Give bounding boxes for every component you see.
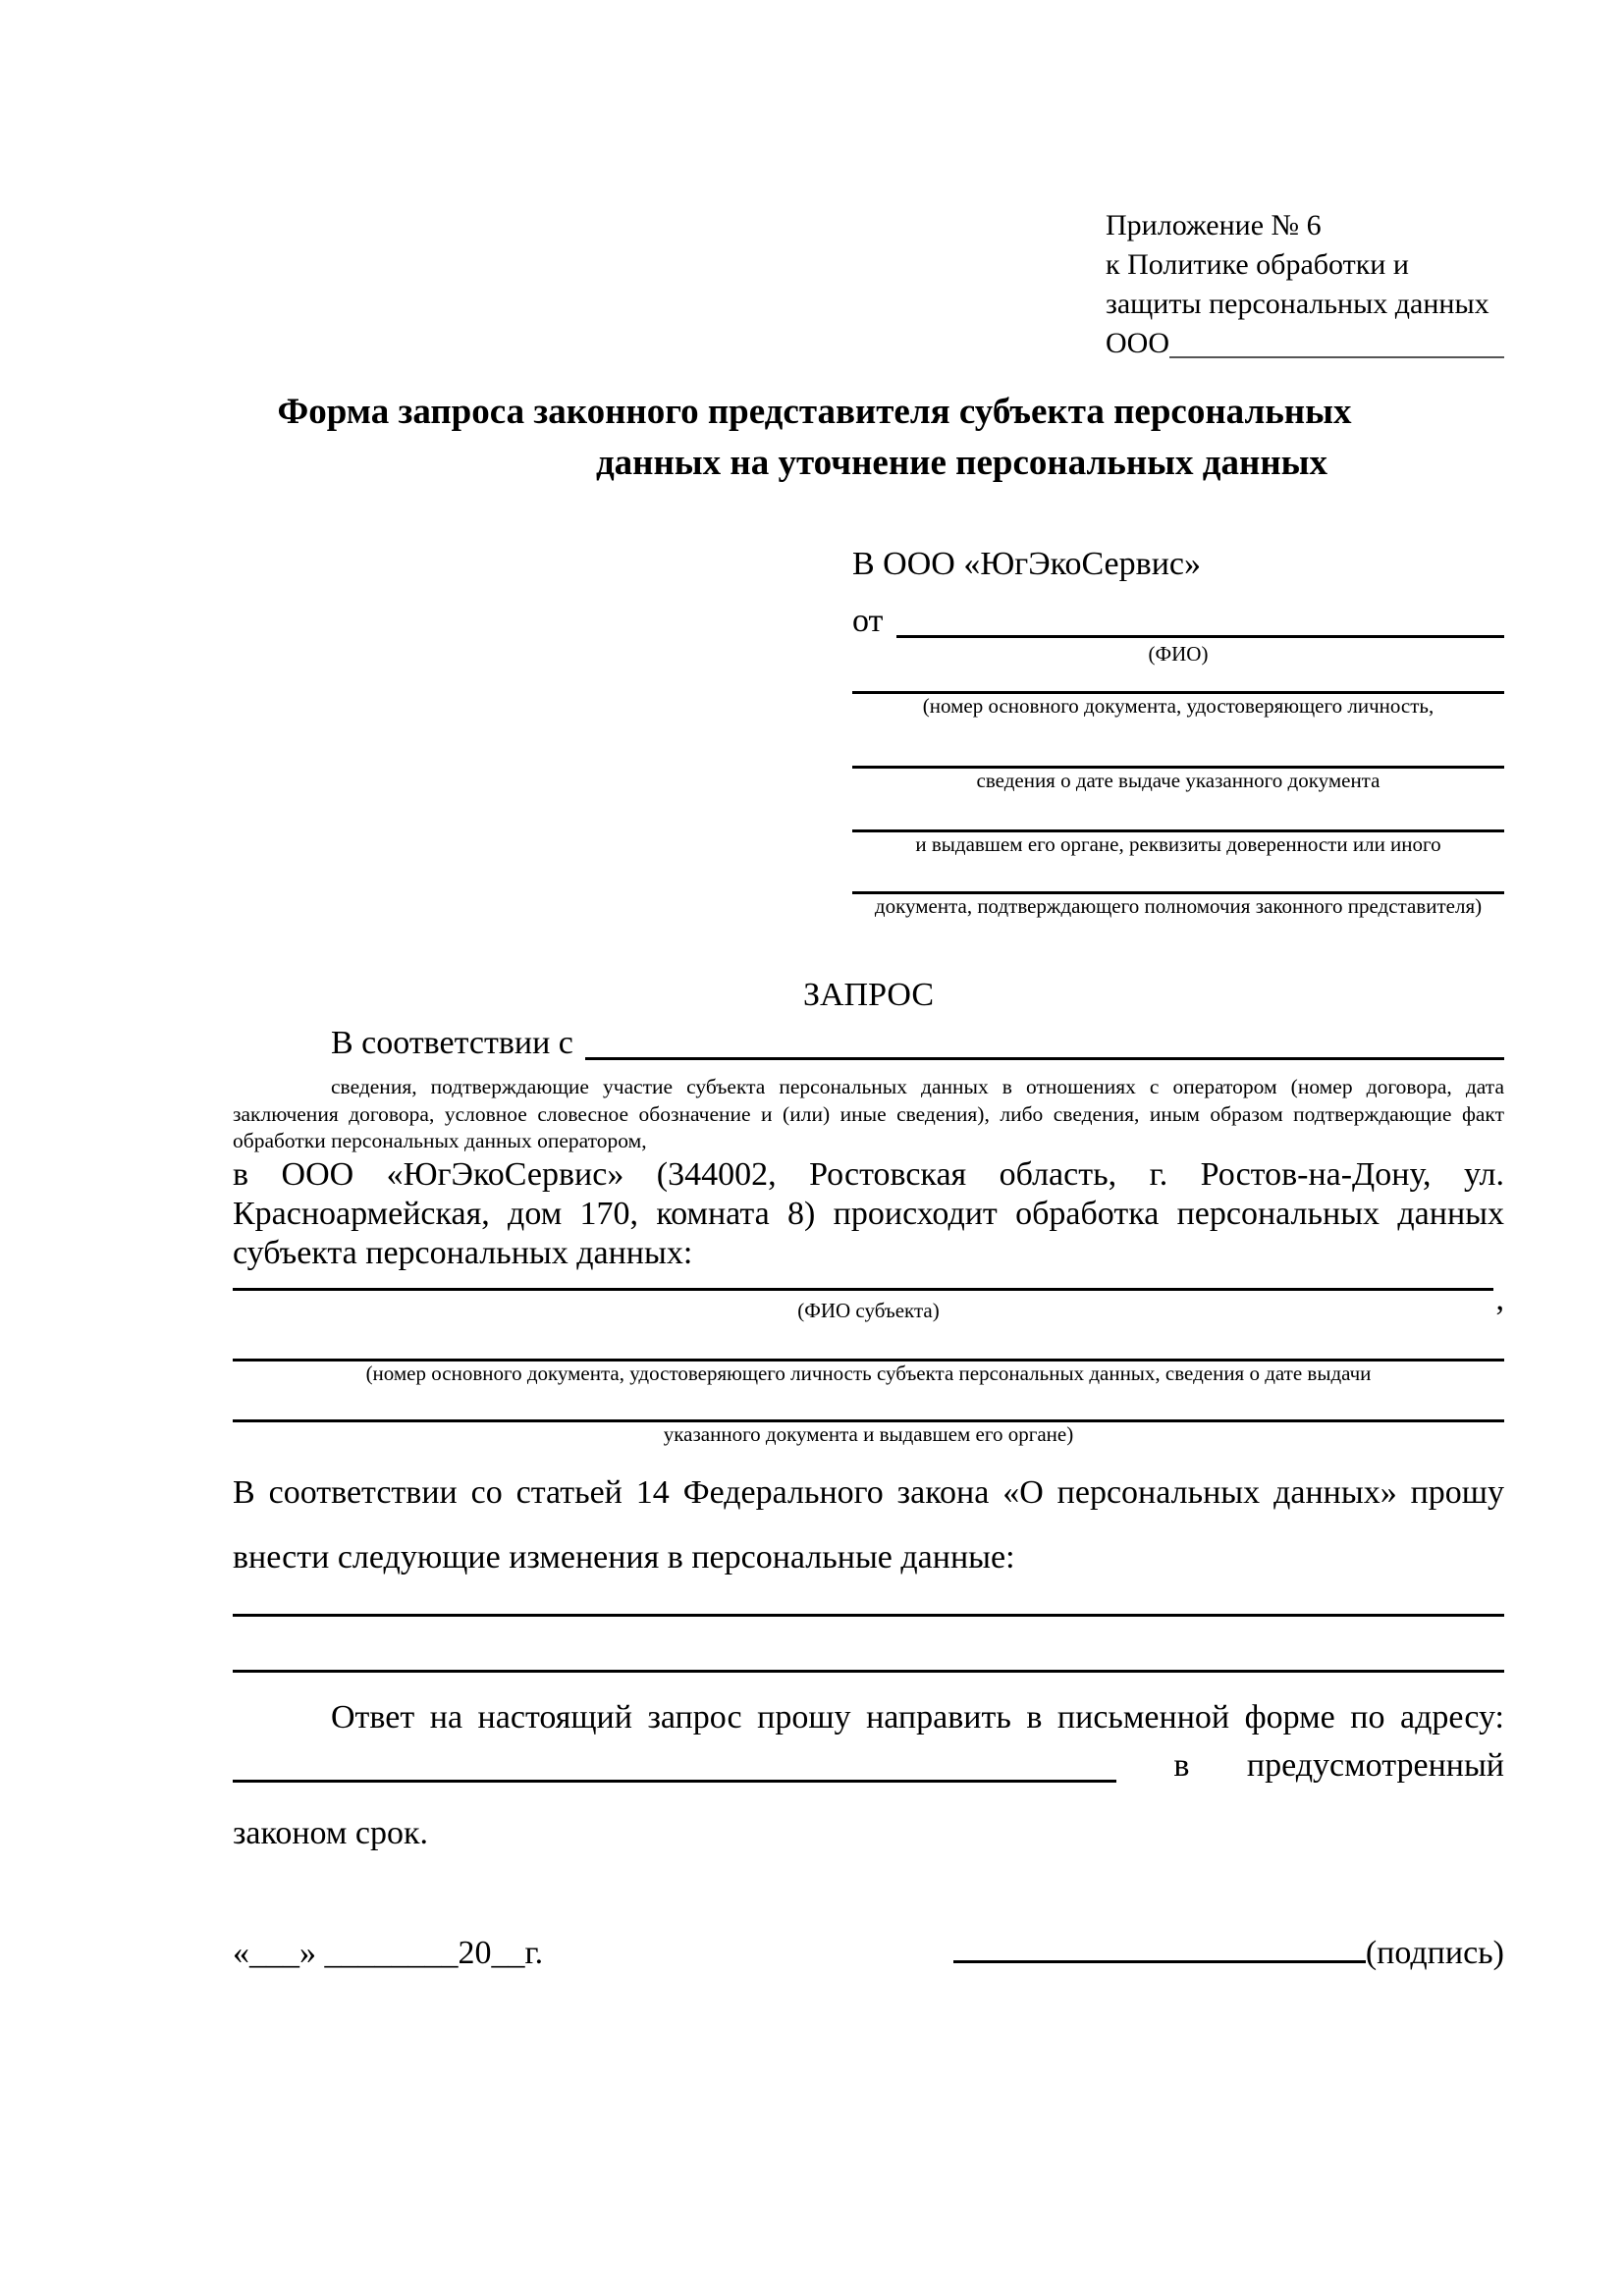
appendix-line-3: защиты персональных данных bbox=[1106, 288, 1489, 320]
intro-note-line-2: заключения договора, условное словесное обозначение и (или) иные сведения), либо сведения, иным образом подтверждающие факт bbox=[233, 1101, 1504, 1126]
reply-address-row bbox=[233, 1737, 1504, 1783]
form-title-line-1: Форма запроса законного представителя субъекта персональных bbox=[277, 392, 1352, 432]
doc-authority-blank-line bbox=[852, 793, 1504, 832]
signature-caption: (подпись) bbox=[1365, 1934, 1504, 1971]
intro-blank-line bbox=[585, 1057, 1504, 1060]
appendix-line-2: к Политике обработки и bbox=[1106, 248, 1409, 281]
subject-doc-caption-1: (номер основного документа, удостоверяющего личность субъекта персональных данных, сведения о дате выдачи bbox=[365, 1361, 1372, 1385]
org-prefix: ООО bbox=[1106, 327, 1169, 359]
request-heading: ЗАПРОС bbox=[802, 977, 935, 1013]
reply-paragraph: Ответ на настоящий запрос прошу направить в письменной форме по адресу: bbox=[331, 1698, 1504, 1735]
from-label: от bbox=[852, 603, 884, 639]
appendix-block bbox=[1106, 206, 1504, 363]
doc-date-blank-line bbox=[852, 719, 1504, 769]
subject-fio-caption: (ФИО субъекта) bbox=[797, 1298, 940, 1322]
form-title bbox=[233, 387, 1504, 489]
changes-blank-line-1 bbox=[233, 1590, 1504, 1617]
from-row bbox=[852, 603, 1504, 639]
intro-row bbox=[233, 1025, 1504, 1061]
footer-row bbox=[233, 1928, 1504, 1971]
doc-date-caption: сведения о дате выдаче указанного документа bbox=[976, 769, 1380, 792]
signature-block bbox=[953, 1936, 1504, 1971]
reply-term-line: законом срок. bbox=[233, 1814, 428, 1851]
subject-fio-blank-line bbox=[233, 1288, 1493, 1291]
appendix-line-1: Приложение № 6 bbox=[1106, 209, 1322, 241]
intro-note-paragraph bbox=[233, 1074, 1504, 1155]
law-line-1: В соответствии со статьей 14 Федерального закона «О персональных данных» прошу bbox=[233, 1473, 1504, 1511]
operator-line-1: в ООО «ЮгЭкоСервис» (344002, Ростовская область, г. Ростов-на-Дону, ул. bbox=[233, 1155, 1504, 1193]
operator-line-2: Красноармейская, дом 170, комната 8) происходит обработка персональных данных bbox=[233, 1195, 1504, 1232]
fio-caption: (ФИО) bbox=[1148, 642, 1209, 666]
recipient-block bbox=[852, 544, 1504, 919]
reply-word-2: предусмотренный bbox=[1246, 1746, 1504, 1784]
intro-prefix: В соответствии с bbox=[331, 1025, 573, 1061]
doc-number-blank-line bbox=[852, 667, 1504, 694]
subject-doc-blank-line-1 bbox=[233, 1323, 1504, 1362]
from-fio-blank-line bbox=[896, 635, 1504, 638]
date-blank-line: «___» ________20__г. bbox=[233, 1934, 544, 1971]
doc-number-caption: (номер основного документа, удостоверяющего личность, bbox=[922, 694, 1435, 718]
reply-word-1: в bbox=[1173, 1746, 1190, 1784]
doc-authority-caption: и выдавшем его органе, реквизиты доверенности или иного bbox=[915, 832, 1441, 856]
operator-paragraph bbox=[233, 1155, 1504, 1273]
subject-doc-blank-line-2 bbox=[233, 1386, 1504, 1422]
signature-blank-line bbox=[953, 1960, 1366, 1963]
law-paragraph bbox=[233, 1461, 1504, 1590]
org-name-blank-line bbox=[1169, 356, 1504, 358]
appendix-org-row bbox=[1106, 324, 1504, 363]
reply-address-blank-line bbox=[233, 1780, 1116, 1783]
doc-power-blank-line bbox=[852, 857, 1504, 894]
operator-line-3: субъекта персональных данных: bbox=[233, 1234, 693, 1271]
form-title-line-2: данных на уточнение персональных данных bbox=[595, 443, 1328, 483]
changes-blank-line-2 bbox=[233, 1670, 1504, 1673]
subject-fio-row: , bbox=[233, 1273, 1504, 1291]
doc-power-caption: документа, подтверждающего полномочия законного представителя) bbox=[874, 894, 1483, 918]
recipient-to-line: В ООО «ЮгЭкоСервис» bbox=[852, 546, 1201, 582]
subject-doc-caption-2: указанного документа и выдавшем его органе) bbox=[663, 1421, 1074, 1446]
law-line-2: внести следующие изменения в персональные данные: bbox=[233, 1538, 1015, 1575]
intro-note-line-1: сведения, подтверждающие участие субъекта персональных данных в отношениях с оператором (номер договора, дата bbox=[331, 1075, 1504, 1098]
intro-note-line-3: обработки персональных данных оператором, bbox=[233, 1129, 647, 1152]
